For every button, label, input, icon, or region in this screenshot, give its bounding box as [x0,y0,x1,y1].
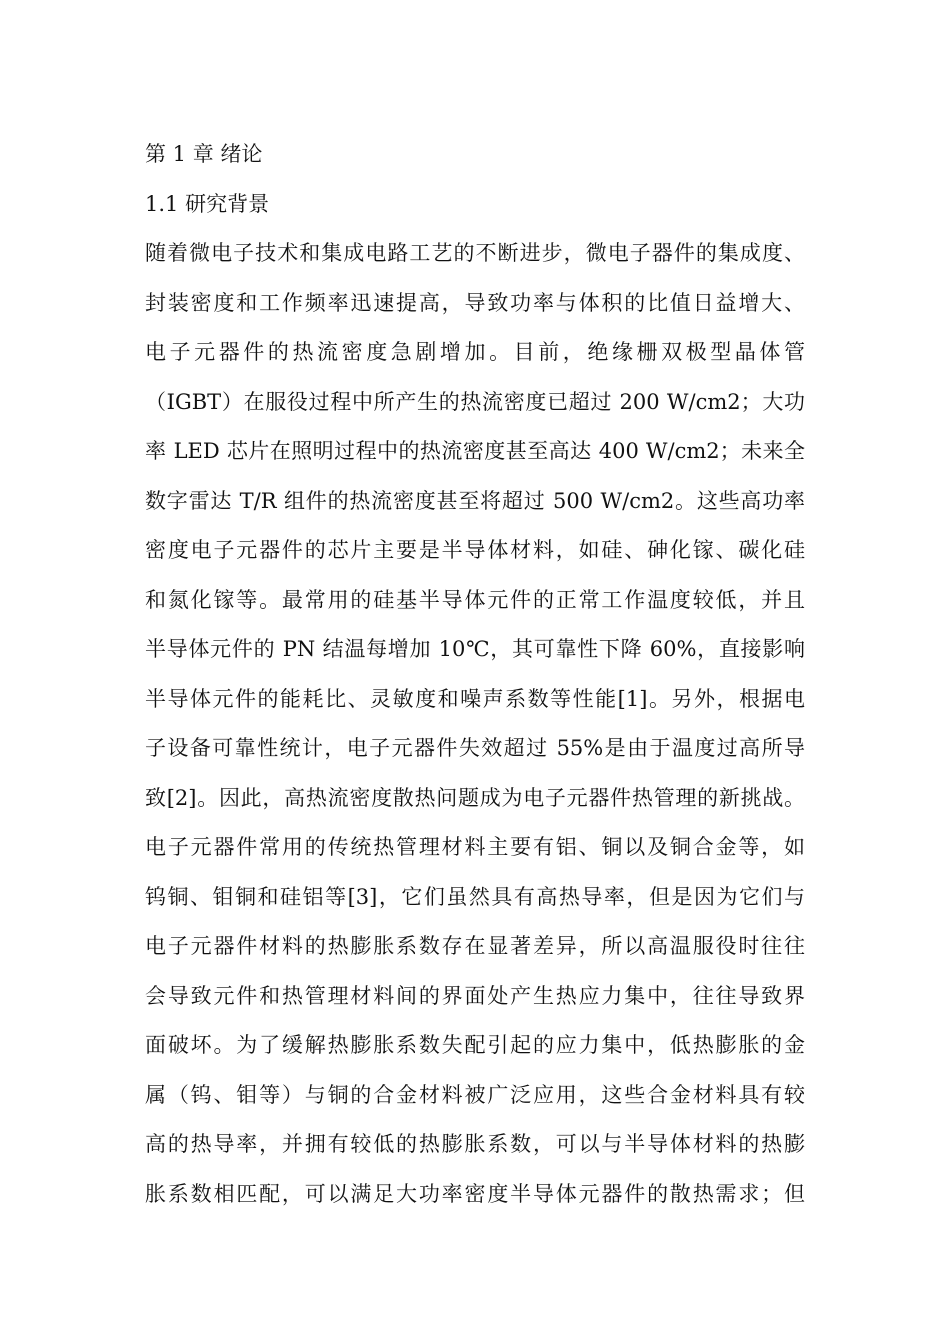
paragraph-line: 胀系数相匹配，可以满足大功率密度半导体元器件的散热需求；但 [145,1181,805,1206]
chapter-heading: 第 1 章 绪论 [145,142,263,166]
paragraph-line: 随着微电子技术和集成电路工艺的不断进步，微电子器件的集成度、 [145,241,805,265]
paragraph-line: 半导体元件的能耗比、灵敏度和噪声系数等性能[1]。另外，根据电 [145,686,805,711]
paragraph-line: 会导致元件和热管理材料间的界面处产生热应力集中，往往导致界 [145,983,805,1008]
paragraph-line: 电子元器件材料的热膨胀系数存在显著差异，所以高温服役时往往 [145,934,805,958]
paragraph-line: 子设备可靠性统计，电子元器件失效超过 55%是由于温度过高所导 [145,736,805,760]
paragraph-line: 钨铜、钼铜和硅铝等[3]，它们虽然具有高热导率，但是因为它们与 [145,884,805,909]
paragraph-line: 电子元器件的热流密度急剧增加。目前，绝缘栅双极型晶体管 [145,340,805,364]
section-heading: 1.1 研究背景 [145,191,270,216]
document-body [145,130,825,1219]
paragraph-line: （IGBT）在服役过程中所产生的热流密度已超过 200 W/cm2；大功 [145,389,805,414]
paragraph-line: 高的热导率，并拥有较低的热膨胀系数，可以与半导体材料的热膨 [145,1132,805,1156]
paragraph-line: 属（钨、钼等）与铜的合金材料被广泛应用，这些合金材料具有较 [145,1082,805,1107]
paragraph-line: 率 LED 芯片在照明过程中的热流密度甚至高达 400 W/cm2；未来全 [145,439,805,463]
paragraph-line: 数字雷达 T/R 组件的热流密度甚至将超过 500 W/cm2。这些高功率 [145,488,805,513]
paragraph-line: 半导体元件的 PN 结温每增加 10℃，其可靠性下降 60%，直接影响 [145,637,805,661]
paragraph-line: 和氮化镓等。最常用的硅基半导体元件的正常工作温度较低，并且 [145,587,805,612]
paragraph-line: 致[2]。因此，高热流密度散热问题成为电子元器件热管理的新挑战。 [145,785,805,810]
paragraph-line: 电子元器件常用的传统热管理材料主要有铝、铜以及铜合金等，如 [145,835,805,859]
paragraph-line: 封装密度和工作频率迅速提高，导致功率与体积的比值日益增大、 [145,290,805,315]
body-paragraph [145,229,825,1219]
paragraph-line: 密度电子元器件的芯片主要是半导体材料，如硅、砷化镓、碳化硅 [145,538,805,562]
paragraph-line: 面破坏。为了缓解热膨胀系数失配引起的应力集中，低热膨胀的金 [145,1033,805,1057]
